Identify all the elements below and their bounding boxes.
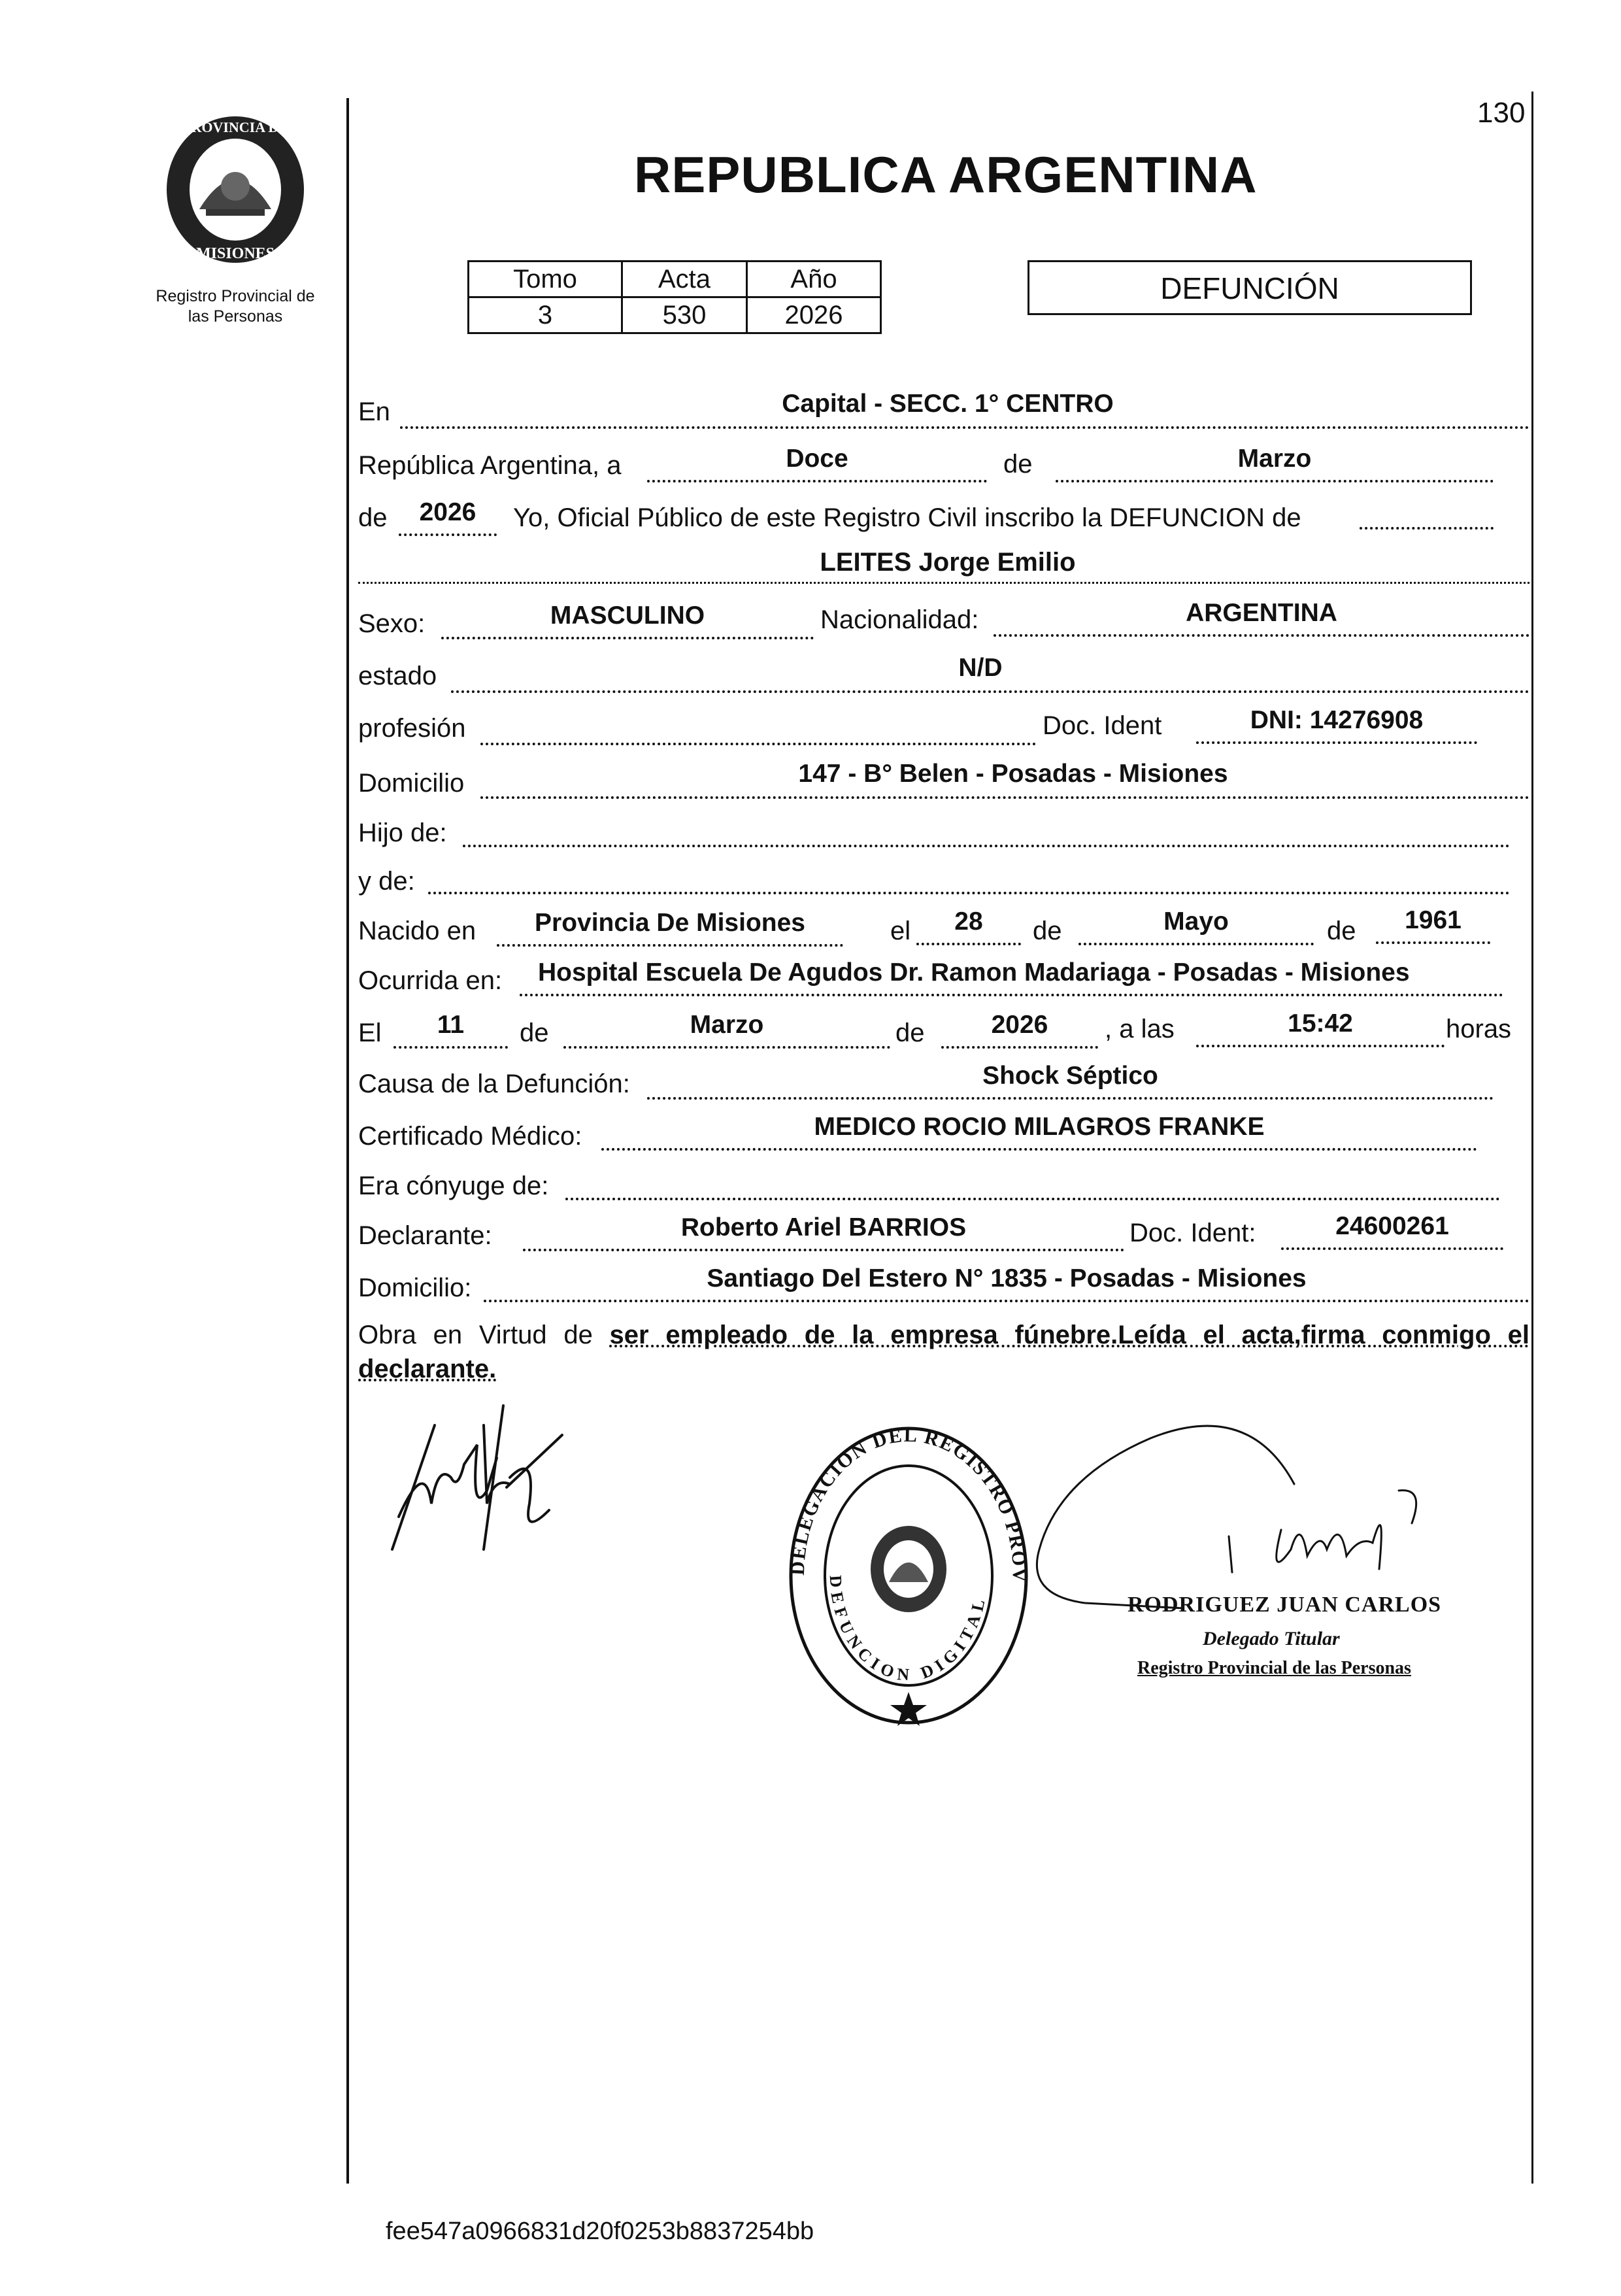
- svg-text:DEFUNCION DIGITAL: DEFUNCION DIGITAL: [826, 1574, 990, 1685]
- declarant-signature: [373, 1386, 588, 1556]
- birth-month-dots: [1078, 943, 1314, 945]
- decl-domicilio-value: Santiago Del Estero N° 1835 - Posadas - Misiones: [707, 1264, 1307, 1292]
- birth-day: 28: [954, 907, 983, 936]
- yde-label: y de:: [358, 867, 415, 896]
- obra-paragraph: [358, 1318, 1529, 1386]
- official-seal: [784, 1425, 1033, 1726]
- document-type-box: DEFUNCIÓN: [1028, 260, 1472, 315]
- de-label-5: de: [895, 1019, 925, 1047]
- day-value: Doce: [786, 445, 848, 473]
- sexo-value: MASCULINO: [550, 601, 705, 630]
- right-margin-line: [1531, 92, 1533, 2184]
- tomo-value: 3: [469, 297, 622, 333]
- obra-value: ser empleado de la empresa fúnebre.Leída el acta,firma conmigo el declarante.: [358, 1321, 1529, 1383]
- horas-label: horas: [1446, 1015, 1512, 1043]
- causa-value: Shock Séptico: [982, 1062, 1158, 1090]
- birth-day-dots: [916, 943, 1021, 945]
- record-table: [467, 260, 882, 334]
- death-year-dots: [941, 1046, 1098, 1049]
- official-name: RODRIGUEZ JUAN CARLOS: [1128, 1593, 1442, 1617]
- en-value: Capital - SECC. 1° CENTRO: [782, 390, 1114, 418]
- nacionalidad-label: Nacionalidad:: [820, 605, 979, 634]
- hijo-dots: [463, 845, 1510, 847]
- death-time-dots: [1196, 1045, 1445, 1047]
- sexo-dots: [441, 637, 814, 639]
- republica-label: República Argentina, a: [358, 451, 622, 480]
- doc-ident-value: DNI: 14276908: [1250, 706, 1424, 734]
- en-dots: [400, 426, 1529, 429]
- anio-header: Año: [747, 262, 881, 297]
- year-value: 2026: [419, 498, 476, 526]
- nacionalidad-value: ARGENTINA: [1186, 599, 1337, 627]
- decl-domicilio-label: Domicilio:: [358, 1274, 472, 1302]
- birth-year: 1961: [1405, 906, 1462, 934]
- death-day-dots: [393, 1046, 508, 1049]
- domicilio-dots: [480, 796, 1529, 799]
- birth-month: Mayo: [1163, 907, 1229, 936]
- acta-value: 530: [622, 297, 747, 333]
- conyuge-dots: [565, 1198, 1500, 1200]
- de-label-2: de: [1033, 917, 1062, 945]
- page-number: 130: [1477, 97, 1526, 129]
- month-dots: [1056, 480, 1494, 482]
- anio-value: 2026: [747, 297, 881, 333]
- decl-doc-label: Doc. Ident:: [1129, 1219, 1256, 1247]
- profesion-label: profesión: [358, 714, 466, 743]
- birth-year-dots: [1376, 941, 1490, 944]
- oficial-text: Yo, Oficial Público de este Registro Civil inscribo la DEFUNCION de: [513, 503, 1301, 532]
- profesion-dots: [480, 743, 1036, 745]
- yde-dots: [428, 892, 1510, 894]
- ocurrida-dots: [520, 994, 1503, 996]
- declarante-dots: [523, 1249, 1124, 1251]
- document-hash: fee547a0966831d20f0253b8837254bb: [386, 2218, 814, 2245]
- doc-ident-label: Doc. Ident: [1043, 711, 1162, 740]
- causa-dots-line: [647, 1097, 1494, 1100]
- year-dots: [399, 533, 497, 536]
- nacido-label: Nacido en: [358, 917, 476, 945]
- svg-text:MISIONES: MISIONES: [195, 245, 275, 262]
- de-label-1: de: [1003, 450, 1033, 479]
- left-margin-line: [346, 98, 349, 2184]
- certificado-value: MEDICO ROCIO MILAGROS FRANKE: [814, 1113, 1265, 1141]
- el-label: el: [890, 917, 911, 945]
- declarante-value: Roberto Ariel BARRIOS: [680, 1213, 967, 1241]
- acta-header: Acta: [622, 262, 747, 297]
- hijo-label: Hijo de:: [358, 819, 447, 847]
- en-label: En: [358, 397, 390, 426]
- tomo-header: Tomo: [469, 262, 622, 297]
- death-time: 15:42: [1288, 1009, 1353, 1038]
- obra-label: Obra en Virtud de: [358, 1321, 593, 1349]
- doc-ident-dots: [1196, 741, 1477, 744]
- official-title: Delegado Titular: [1203, 1628, 1340, 1649]
- de-label-3: de: [1327, 917, 1356, 945]
- sexo-label: Sexo:: [358, 609, 426, 638]
- svg-text:PROVINCIA DE: PROVINCIA DE: [182, 119, 288, 135]
- conyuge-label: Era cónyuge de:: [358, 1172, 549, 1200]
- death-month-dots: [563, 1046, 890, 1049]
- registry-caption: Registro Provincial de las Personas: [156, 287, 315, 326]
- de-label-4: de: [520, 1019, 549, 1047]
- alas-label: , a las: [1105, 1015, 1175, 1043]
- name-dots: [358, 582, 1529, 584]
- decl-doc-dots: [1281, 1247, 1503, 1250]
- ocurrida-value: Hospital Escuela De Agudos Dr. Ramon Madariaga - Posadas - Misiones: [538, 958, 1410, 987]
- el-cap-label: El: [358, 1019, 382, 1047]
- day-dots: [647, 480, 987, 482]
- province-logo: [160, 111, 310, 268]
- death-day: 11: [437, 1011, 465, 1039]
- svg-text:DELEGACION DEL REGISTRO PROVIN: DELEGACION DEL REGISTRO PROV: [786, 1425, 1031, 1583]
- estado-value: N/D: [958, 654, 1003, 682]
- ocurrida-label: Ocurrida en:: [358, 966, 503, 995]
- decl-domicilio-dots: [484, 1300, 1529, 1302]
- death-year: 2026: [991, 1011, 1048, 1039]
- declarante-label: Declarante:: [358, 1221, 492, 1250]
- domicilio-label: Domicilio: [358, 769, 465, 798]
- domicilio-value: 147 - B° Belen - Posadas - Misiones: [798, 760, 1228, 788]
- certificado-label: Certificado Médico:: [358, 1122, 582, 1151]
- estado-label: estado: [358, 662, 437, 690]
- nacionalidad-dots: [994, 634, 1529, 637]
- decl-doc-value: 24600261: [1335, 1212, 1449, 1240]
- page-title: REPUBLICA ARGENTINA: [634, 146, 1258, 203]
- deceased-name: LEITES Jorge Emilio: [820, 548, 1076, 577]
- official-office: Registro Provincial de las Personas: [1137, 1658, 1411, 1678]
- estado-dots: [451, 690, 1529, 693]
- year-prefix-label: de: [358, 503, 388, 532]
- certificado-dots: [601, 1148, 1477, 1151]
- death-month: Marzo: [690, 1011, 764, 1039]
- oficial-dots: [1360, 527, 1494, 530]
- nacido-value: Provincia De Misiones: [535, 909, 805, 937]
- month-value: Marzo: [1237, 445, 1312, 473]
- causa-label: Causa de la Defunción:: [358, 1070, 630, 1098]
- nacido-dots: [497, 944, 843, 947]
